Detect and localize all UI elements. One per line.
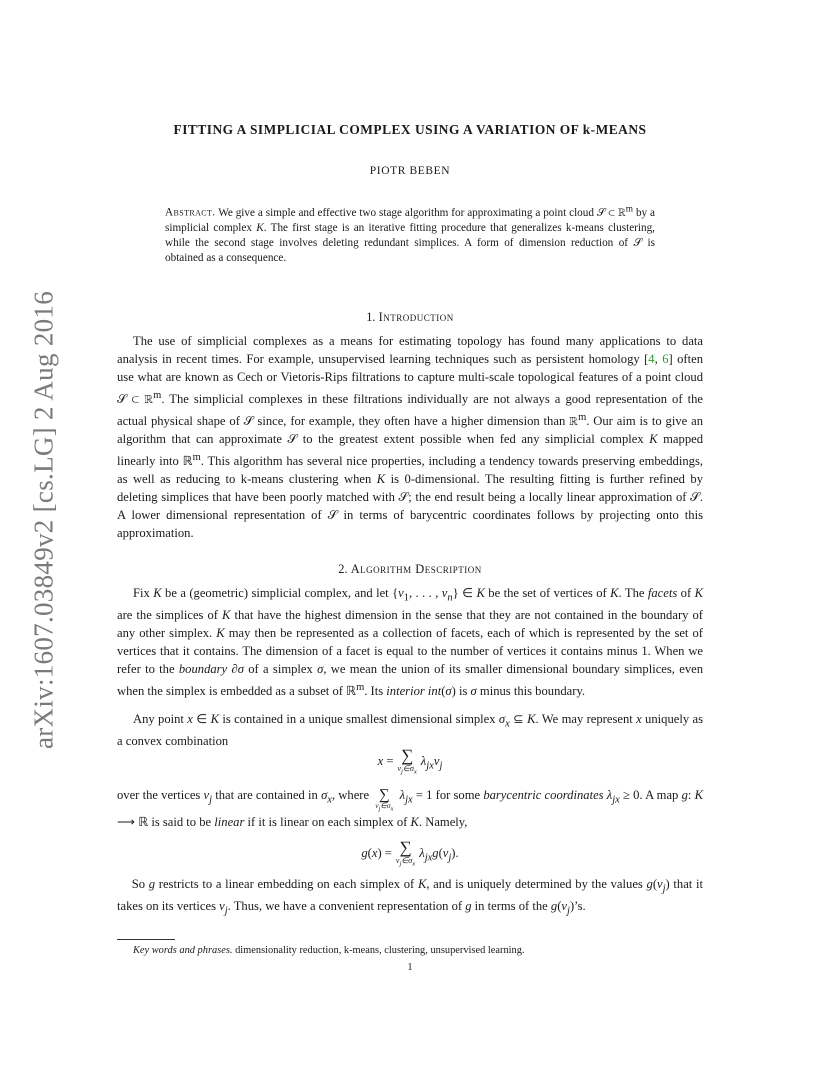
sum-symbol: ∑ $v_j\in\sigma_x$ (395, 838, 416, 868)
term-barycentric: barycentric coordinates (483, 788, 604, 802)
paper-title: FITTING A SIMPLICIAL COMPLEX USING A VARIATION OF k-MEANS (173, 122, 647, 137)
footnote-text: dimensionality reduction, k-means, clustering, unsupervised learning. (235, 945, 525, 956)
section-number: 1. (366, 310, 376, 324)
sum-symbol: ∑ $v_j\in\sigma_x$ (375, 787, 394, 813)
section-number: 2. (338, 562, 348, 576)
term-linear: linear (214, 814, 245, 829)
equation-convex-combination: x = ∑ $v_j\in\sigma_x$ $\lambda_{jx}v_j$ (377, 746, 443, 776)
page-number: 1 (407, 962, 413, 973)
algorithm-paragraph-3: over the vertices $v_j$ that are contained in $\sigma_x$, where ∑ $v_j\in\sigma_x$ $\lambda_{jx} = 1$ for some barycentric coordinates $\lambda_{jx} \ge 0$. A map g: K ⟶ ℝ is said to be linear if it is linear on each simplex of K. Namely, (117, 787, 703, 829)
footnote (117, 945, 703, 956)
section-heading-introduction (117, 310, 703, 325)
citation-link[interactable]: 6 (662, 351, 669, 366)
footnote-rule (117, 939, 175, 940)
algorithm-paragraph-2: Any point x ∈ K is contained in a unique smallest dimensional simplex $\sigma_x$ ⊆ K. We may represent x uniquely as a convex combination (117, 712, 703, 749)
arxiv-identifier[interactable]: arXiv:1607.03849v2 [cs.LG] 2 Aug 2016 (28, 290, 59, 750)
algorithm-paragraph-4: So g restricts to a linear embedding on each simplex of K, and is uniquely determined by the values $g(v_j)$ that it takes on its vertices $v_j$. Thus, we have a convenient representation of g in terms of the $g(v_j)’s$. (117, 877, 703, 917)
term-facets: facets (647, 586, 678, 600)
abstract-lead: Abstract. (165, 206, 216, 219)
citation-link[interactable]: 4 (648, 351, 655, 366)
paper-author: PIOTR BEBEN (369, 165, 451, 177)
term-boundary: boundary (178, 662, 228, 677)
section-title: Algorithm Description (350, 562, 482, 576)
algorithm-paragraph-1: Fix K be a (geometric) simplicial complex, and let {$v_1$, . . . , $v_n$} ∈ K be the set of vertices of K. The facets of K are the simplices of K that have the highest dimension in the sense that they are not contained in the boundary of any other simplex. K may then be represented as a collection of facets, each of which is represented by the set of vertices that it contains. The dimension of a facet is equal to the number of vertices it contains minus 1. When we refer to the boundary ∂σ of a simplex σ, we mean the union of its smaller dimensional boundary simplices, even when the simplex is embedded as a subset of ℝ$^m$. Its interior int(σ) is σ minus this boundary. (117, 586, 704, 699)
footnote-label: Key words and phrases. (133, 945, 233, 956)
equation-linear-map: g(x) = ∑ $v_j\in\sigma_x$ $\lambda_{jx}g(v_j)$. (361, 838, 459, 868)
section-heading-algorithm (117, 562, 703, 577)
abstract (165, 202, 655, 267)
intro-paragraph: The use of simplicial complexes as a means for estimating topology has found many applications to data analysis in recent times. For example, unsupervised learning techniques such as persistent homology [4, 6] often use what are known as Cech or Vietoris-Rips filtrations to capture multi-scale topological features of a point cloud 𝒮 ⊂ ℝ$^m$. The simplicial complexes in these filtrations individually are not always a good representation of the actual physical shape of 𝒮 since, for example, they often have a higher dimension than ℝ$^m$. Our aim is to give an algorithm that can approximate 𝒮 to the greatest extent possible when fed any simplicial complex K mapped linearly into ℝ$^m$. This algorithm has several nice properties, including a tendency towards preserving embeddings, as well as reducing to k-means clustering when K is 0-dimensional. The resulting fitting is further refined by deleting simplices that have been poorly matched with 𝒮; the end result being a locally linear approximation of 𝒮. A lower dimensional representation of 𝒮 in terms of barycentric coordinates follows by projecting onto this approximation. (117, 334, 704, 540)
sum-symbol: ∑ $v_j\in\sigma_x$ (397, 746, 417, 776)
abstract-text-a: We give a simple and effective two stage algorithm for approximating a point cloud 𝒮 ⊂ ℝ$^m$ by a simplicial complex K. The first stage is an iterative fitting procedure that generalizes k-means clustering, while the second stage involves deleting redundant simplices. A form of dimension reduction of 𝒮 is obtained as a consequence. (165, 204, 655, 265)
term-interior: interior (386, 684, 425, 699)
section-title: Introduction (378, 310, 454, 324)
